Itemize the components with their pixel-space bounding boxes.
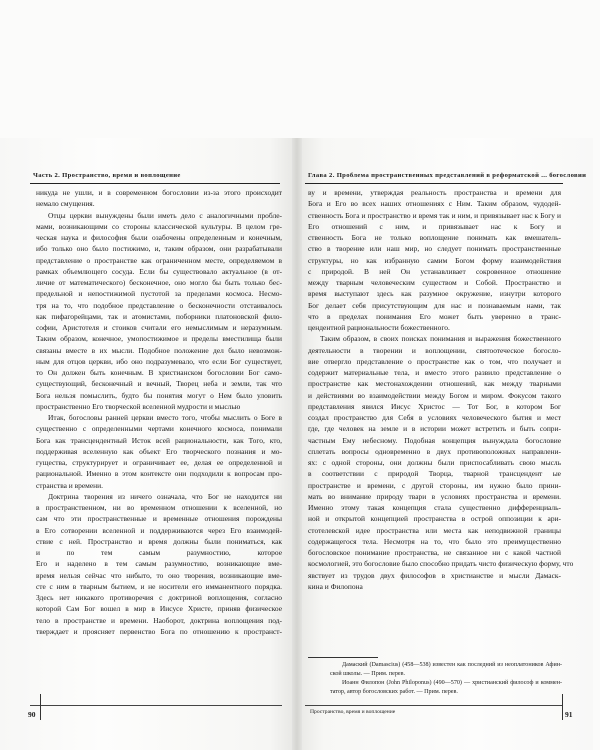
text-line: мать во внимание природу твари в условиях пространства и времени. — [308, 491, 561, 501]
text-line: Дамаский (Damascius) (458—538) известен как последний из неоплатоников Афин- — [342, 662, 562, 668]
text-line: Бога как трансцендентный Исток всей рациональности, как Того, кто, — [36, 435, 282, 445]
text-line: мами, возникающими со стороны классической культуры. В целом гре- — [36, 221, 282, 231]
left-header-rule — [30, 183, 280, 184]
text-line: пространстве как местонахождении отношений, как между тварными — [308, 379, 561, 389]
footnotes — [330, 661, 562, 697]
text-line: Здесь нет никакого противоречия с доктриной воплощения, согласно — [36, 593, 282, 602]
text-line: кина и Филопона — [308, 581, 363, 591]
text-line: Отцы церкви вынуждены были иметь дело с аналогичными пробле- — [48, 210, 282, 220]
text-line: в соответствии с природой Творца, тварной трансцендент ые — [308, 469, 561, 479]
left-body-text — [36, 187, 282, 637]
text-line: ственность Бога и пространство и время так и ним, и привязывает нас к Богу и — [308, 210, 561, 220]
right-running-head: Глава 2. Проблема пространственных представлений в реформатской ... богословии — [308, 172, 587, 179]
text-line: ях: с одной стороны, они должны были приспосабливать свою мысль — [308, 458, 561, 467]
text-line: существующий, бесконечный и вечный, Творец неба и земли, так что — [36, 379, 282, 389]
text-line: время выступают здесь как разумное окружение, изнутри которого — [308, 289, 561, 299]
text-line: Бог делает себя присутствующим для нас и познаваемым нами, так — [308, 300, 561, 310]
text-line: связаны вместе в их мысли. Подобное положение дел было невозмож- — [36, 345, 282, 355]
text-line: частным Ему небесному. Подобная концепция вынуждала богословие — [308, 435, 561, 445]
left-running-head: Часть 2. Пространство, время и воплощение — [33, 172, 181, 179]
text-line: сплетать вопросы одновременно в двух противоположных направлени- — [308, 446, 561, 456]
text-line: предельной и непостижимой пустотой за пределами космоса. Несмо- — [36, 289, 282, 299]
text-line: ной и открытой концепцией пространства в острой оппозиции к ари- — [308, 514, 561, 524]
text-line: рациональной. Именно в этом контексте они подходили к вопросам про- — [36, 469, 282, 479]
text-line: что в пределах понимания Его может быть уверенно в транс- — [308, 311, 561, 321]
text-line: между тварным человеческим существом и Собой. Пространство и — [308, 278, 561, 287]
text-line: ствие с ней. Пространство и время должны были пониматься, как — [36, 536, 282, 546]
left-bottom-rule — [30, 705, 282, 706]
text-line: то Он должен быть конечным. В христианском богословии Бог само- — [36, 368, 282, 377]
text-line: ибо только оно было постижимо, и, таким образом, они разрабатывали — [36, 244, 282, 254]
text-line: тря на то, что подобное представление о бесконечности отстаивалось — [36, 300, 282, 310]
text-line: Бога нельзя помыслить, будто бы понятия могут о Нем было уловить — [36, 390, 282, 400]
text-line: тверждает и проясняет первенство Бога по отношению к пространст- — [36, 626, 282, 636]
book-gutter — [292, 138, 302, 750]
text-line: которой Сам Бог вошел в мир в Иисусе Христе, приняв физическое — [36, 604, 282, 614]
text-line: богословское понимание пространства, не связанное ни с какой частной — [308, 548, 561, 557]
text-line: Таким образом, в своих поисках понимания и выражения божественного — [320, 334, 561, 344]
text-line: в Его сотворении вселенной и поддерживаются через Его взаимодей- — [36, 525, 282, 535]
left-folio-ornament — [40, 694, 41, 720]
text-line: сам что эти пространственные и временные отношения порождены — [36, 514, 282, 524]
right-header-rule — [305, 183, 563, 184]
text-line: явствует из трудов двух философов в христианстве и мысли Дамаск- — [308, 570, 561, 580]
text-line: представление о пространстве как ограниченном месте, определяемом в — [36, 255, 282, 265]
right-folio-ornament — [562, 694, 563, 720]
text-line: в пространственном, ни во временном отношении к вселенной, но — [36, 503, 282, 512]
text-line: пространстве и времени, с другой стороны, им нужно было прини- — [308, 480, 561, 490]
text-line: Доктрина творения из ничего означала, что Бог не находится ни — [48, 491, 282, 501]
right-bottom-rule — [305, 705, 563, 706]
footnote-rule — [308, 657, 378, 658]
text-line: ным для отцов церкви, ибо оно подразумевало, что если Бог существует, — [36, 356, 282, 366]
text-line: и действиями во взаимодействии между Богом и миром. Фокусом такого — [308, 390, 561, 400]
text-line: пространственно Его творческой вселенной мудрости и мыслью — [36, 401, 241, 411]
text-line: с природой. В ней Он устанавливает сокровенное отношение — [308, 266, 561, 276]
text-line: немало смущения. — [36, 199, 95, 209]
text-line: татор, автор богословских работ. — Прим. перев. — [330, 689, 458, 695]
text-line: софии, Аристотеля и стоиков считали его немыслимым и неразумным. — [36, 323, 282, 332]
text-line: сте с ним в тварным бытием, и не носители его имманентного порядка. — [36, 581, 282, 591]
text-line: Его и наделено в тем самым разумностию, возникающие вме- — [36, 559, 282, 569]
right-page-number: 91 — [565, 710, 573, 719]
text-line: и по тем самым разумностию, которое — [36, 548, 282, 557]
text-line: Таким образом, конечное, умопостижимое и пределы вместилища были — [36, 334, 282, 344]
text-line: никуда не ушли, и в современном богословии из-за этого происходит — [36, 188, 282, 197]
text-line: вие отвергло представление о пространстве как о том, что получает и — [308, 356, 561, 366]
text-line: структуры, но как избранную самим Богом форму взаимодействия — [308, 255, 561, 265]
text-line: ческая наука и философия были озабочены определенным и конечным, — [36, 233, 282, 242]
text-line: ство в творение или наш мир, но следует понимать пространственные — [308, 244, 561, 254]
text-line: рамках объемлющего сосуда. Если бы существовало актуальное (в от- — [36, 266, 282, 276]
text-line: ской школы. — Прим. перев. — [330, 671, 406, 677]
right-body-text — [308, 187, 574, 592]
text-line: тело в пространстве и времени. Наоборот, доктрина воплощения под- — [36, 615, 282, 625]
text-line: Иоанн Филопон (John Philoponus) (490—570) — христианский философ и коммен- — [342, 680, 562, 686]
text-line: Именно этому такая концепция стала существенно дифференциаль- — [308, 503, 561, 512]
text-line: где, где человек на земле и в истории может встретить и быть сопри- — [308, 424, 561, 434]
text-line: содержит материальные тела, и вместо этого развило представление о — [308, 368, 561, 377]
text-line: существенно с определенными чертами конечного космоса, понимали — [36, 424, 282, 434]
text-line: космологией, это богословие было способно придать чисто физическую форму, что — [308, 559, 574, 569]
text-line: представления явился Иисус Христос — Тот Бог, в котором Бог — [308, 401, 561, 411]
text-line: ственность Бога не только воплощение понимать как вмешатель- — [308, 233, 561, 242]
text-line: ву и времени, утверждая реальность пространства и времени для — [308, 188, 561, 197]
text-line: содержащегося тела. Несмотря на то, что было это преимущественно — [308, 536, 561, 546]
text-line: странства и времени. — [36, 480, 103, 490]
text-line: создал пространство для Себя в условиях человеческого бытия и мест — [308, 413, 561, 422]
text-line: деятельности в творении и воплощении, святоотеческое богосло- — [308, 345, 561, 355]
text-line: Итак, богословы ранней церкви вместо того, чтобы мыслить о Боге в — [48, 413, 282, 422]
text-line: как пифагорейцами, так и атомистами, поборники платоновской фило- — [36, 311, 282, 321]
text-line: гущества, структурирует и ограничивает ее, делая ее определенной и — [36, 458, 282, 467]
running-foot: Пространство, время и воплощение — [310, 709, 396, 715]
text-line: Его отношений с ним, и привязывает нас к Богу и — [308, 221, 561, 231]
left-page-number: 90 — [28, 710, 36, 719]
text-line: поддерживая вселенную как объект Его творческого познания и мо- — [36, 446, 282, 456]
text-line: личие от математического) бесконечное, оно могло бы быть только бес- — [36, 278, 282, 287]
text-line: время нельзя сейчас что нибыто, то оно творения, возникающие вме- — [36, 570, 282, 580]
text-line: Бога и Его во всех наших отношениях с Ним. Таким образом, чудодей- — [308, 199, 561, 209]
text-line: стотелевской идее пространства или места как неподвижной границы — [308, 525, 561, 535]
text-line: цендентной рациональности божественного. — [308, 323, 450, 332]
